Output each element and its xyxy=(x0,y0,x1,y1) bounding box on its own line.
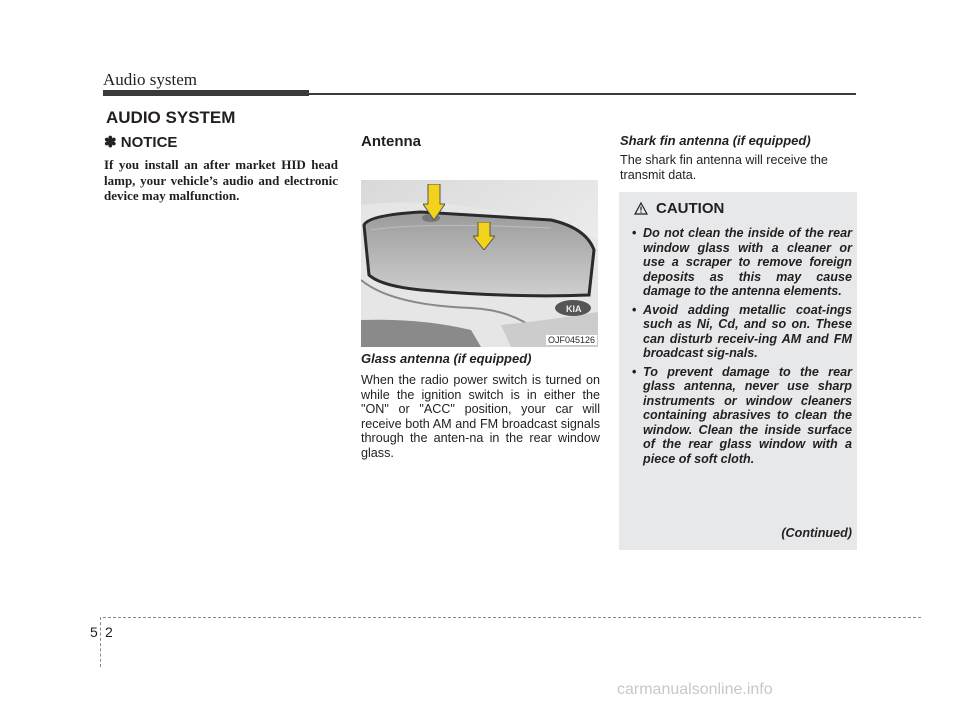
footer-divider xyxy=(103,617,921,618)
header-rule-thin xyxy=(309,93,856,95)
antenna-heading: Antenna xyxy=(361,133,421,150)
arrow-down-icon xyxy=(473,222,495,250)
rear-window-photo xyxy=(361,180,598,347)
car-rear-illustration xyxy=(361,180,598,347)
list-item xyxy=(628,303,852,361)
caution-list xyxy=(628,226,852,470)
shark-fin-body: The shark fin antenna will receive the transmit data. xyxy=(620,153,828,182)
bullet-icon: • xyxy=(632,364,637,379)
notice-title: ✽ NOTICE xyxy=(104,134,178,151)
continued-label: (Continued) xyxy=(781,526,852,540)
section-title: AUDIO SYSTEM xyxy=(106,108,236,127)
shark-fin-heading: Shark fin antenna (if equipped) xyxy=(620,133,811,148)
svg-text:KIA: KIA xyxy=(566,304,582,314)
list-item xyxy=(628,365,852,467)
bullet-icon: • xyxy=(632,226,637,240)
chapter-number: 5 xyxy=(90,624,98,640)
caution-item-text: To prevent damage to the rear glass antenna, never use sharp instruments or window cleaners containing abrasives to clean the window. Clean the inside surface of the rear glass window with a piece of soft cloth. xyxy=(643,364,852,466)
header-rule-thick xyxy=(103,90,309,96)
footer-divider-vertical xyxy=(100,617,101,667)
caution-header xyxy=(634,200,724,217)
glass-antenna-heading: Glass antenna (if equipped) xyxy=(361,351,532,366)
list-item xyxy=(628,226,852,299)
bullet-icon: • xyxy=(632,302,637,317)
caution-item-text: Avoid adding metallic coat-ings such as Ni, Cd, and so on. These can disturb receiv-ing AM and FM broadcast sig-nals. xyxy=(643,302,852,360)
caution-title: CAUTION xyxy=(656,200,725,217)
arrow-down-icon xyxy=(423,184,445,220)
warning-triangle-icon xyxy=(634,202,648,215)
caution-item-text: Do not clean the inside of the rear window glass with a cleaner or use a scraper to remove foreign deposits as this may cause damage to the antenna elements. xyxy=(643,226,852,298)
header-title: Audio system xyxy=(103,70,197,89)
page-number: 2 xyxy=(105,624,113,640)
notice-body: If you install an after market HID head lamp, your vehicle’s audio and electronic device may malfunction. xyxy=(104,157,338,203)
watermark: carmanualsonline.info xyxy=(617,681,773,698)
glass-antenna-body: When the radio power switch is turned on while the ignition switch is in either the "ON" or "ACC" position, your car will receive both AM and FM broadcast signals through the anten-na in the rear window glass. xyxy=(361,373,600,460)
photo-caption: OJF045126 xyxy=(548,335,596,345)
